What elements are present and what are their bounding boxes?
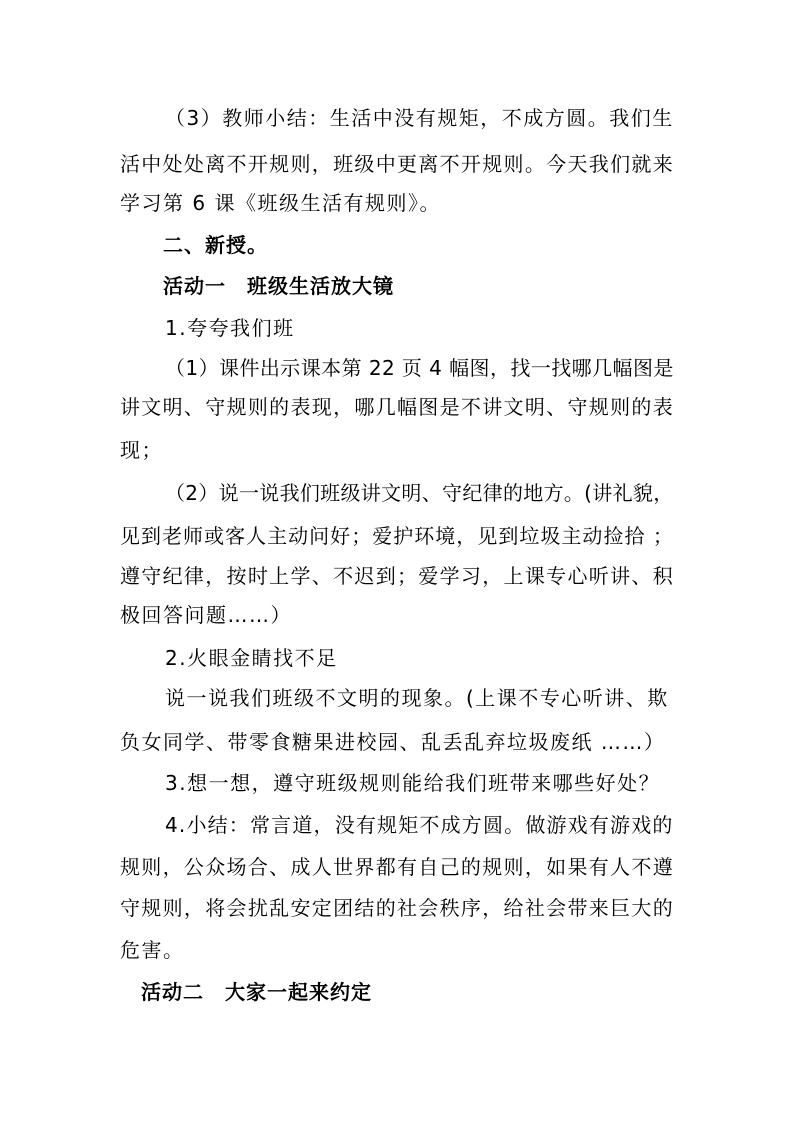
paragraph-line: 学习第 6 课《班级生活有规则》。 (120, 191, 441, 215)
activity-heading: 活动二 大家一起来约定 (141, 980, 372, 1004)
paragraph-line: 讲文明、守规则的表现，哪几幅图是不讲文明、守规则的表 (120, 395, 674, 419)
paragraph-line: 守规则，将会扰乱安定团结的社会秩序，给社会带来巨大的 (120, 896, 674, 920)
paragraph-line: 活中处处离不开规则，班级中更离不开规则。今天我们就来 (120, 152, 674, 176)
subsection-heading: 1.夸夸我们班 (165, 316, 295, 340)
paragraph-line: 3.想一想，遵守班级规则能给我们班带来哪些好处？ (165, 771, 661, 795)
paragraph-line: 负女同学、带零食糖果进校园、乱丢乱弃垃圾废纸 ……） (120, 730, 666, 754)
paragraph-line: 见到老师或客人主动问好；爱护环境，见到垃圾主动捡拾 ； (120, 524, 674, 548)
paragraph-line: 遵守纪律，按时上学、不迟到；爱学习，上课专心听讲、积 (120, 564, 674, 588)
paragraph-line: 规则，公众场合、成人世界都有自己的规则，如果有人不遵 (120, 855, 674, 879)
subsection-heading: 2.火眼金睛找不足 (165, 646, 338, 670)
paragraph-line: 危害。 (120, 938, 185, 962)
paragraph-line: （3）教师小结：生活中没有规矩，不成方圆。我们生 (165, 106, 674, 130)
paragraph-line: 说一说我们班级不文明的现象。(上课不专心听讲、欺 (165, 686, 669, 710)
activity-heading: 活动一 班级生活放大镜 (163, 274, 394, 298)
paragraph-line: （1）课件出示课本第 22 页 4 幅图，找一找哪几幅图是 (165, 356, 674, 380)
paragraph-line: 极回答问题……） (120, 603, 292, 627)
section-heading: 二、新授。 (163, 233, 268, 257)
paragraph-line: 4.小结：常言道，没有规矩不成方圆。做游戏有游戏的 (165, 813, 674, 837)
paragraph-line: （2）说一说我们班级讲文明、守纪律的地方。(讲礼貌， (165, 481, 674, 505)
paragraph-line: 现； (120, 438, 163, 462)
